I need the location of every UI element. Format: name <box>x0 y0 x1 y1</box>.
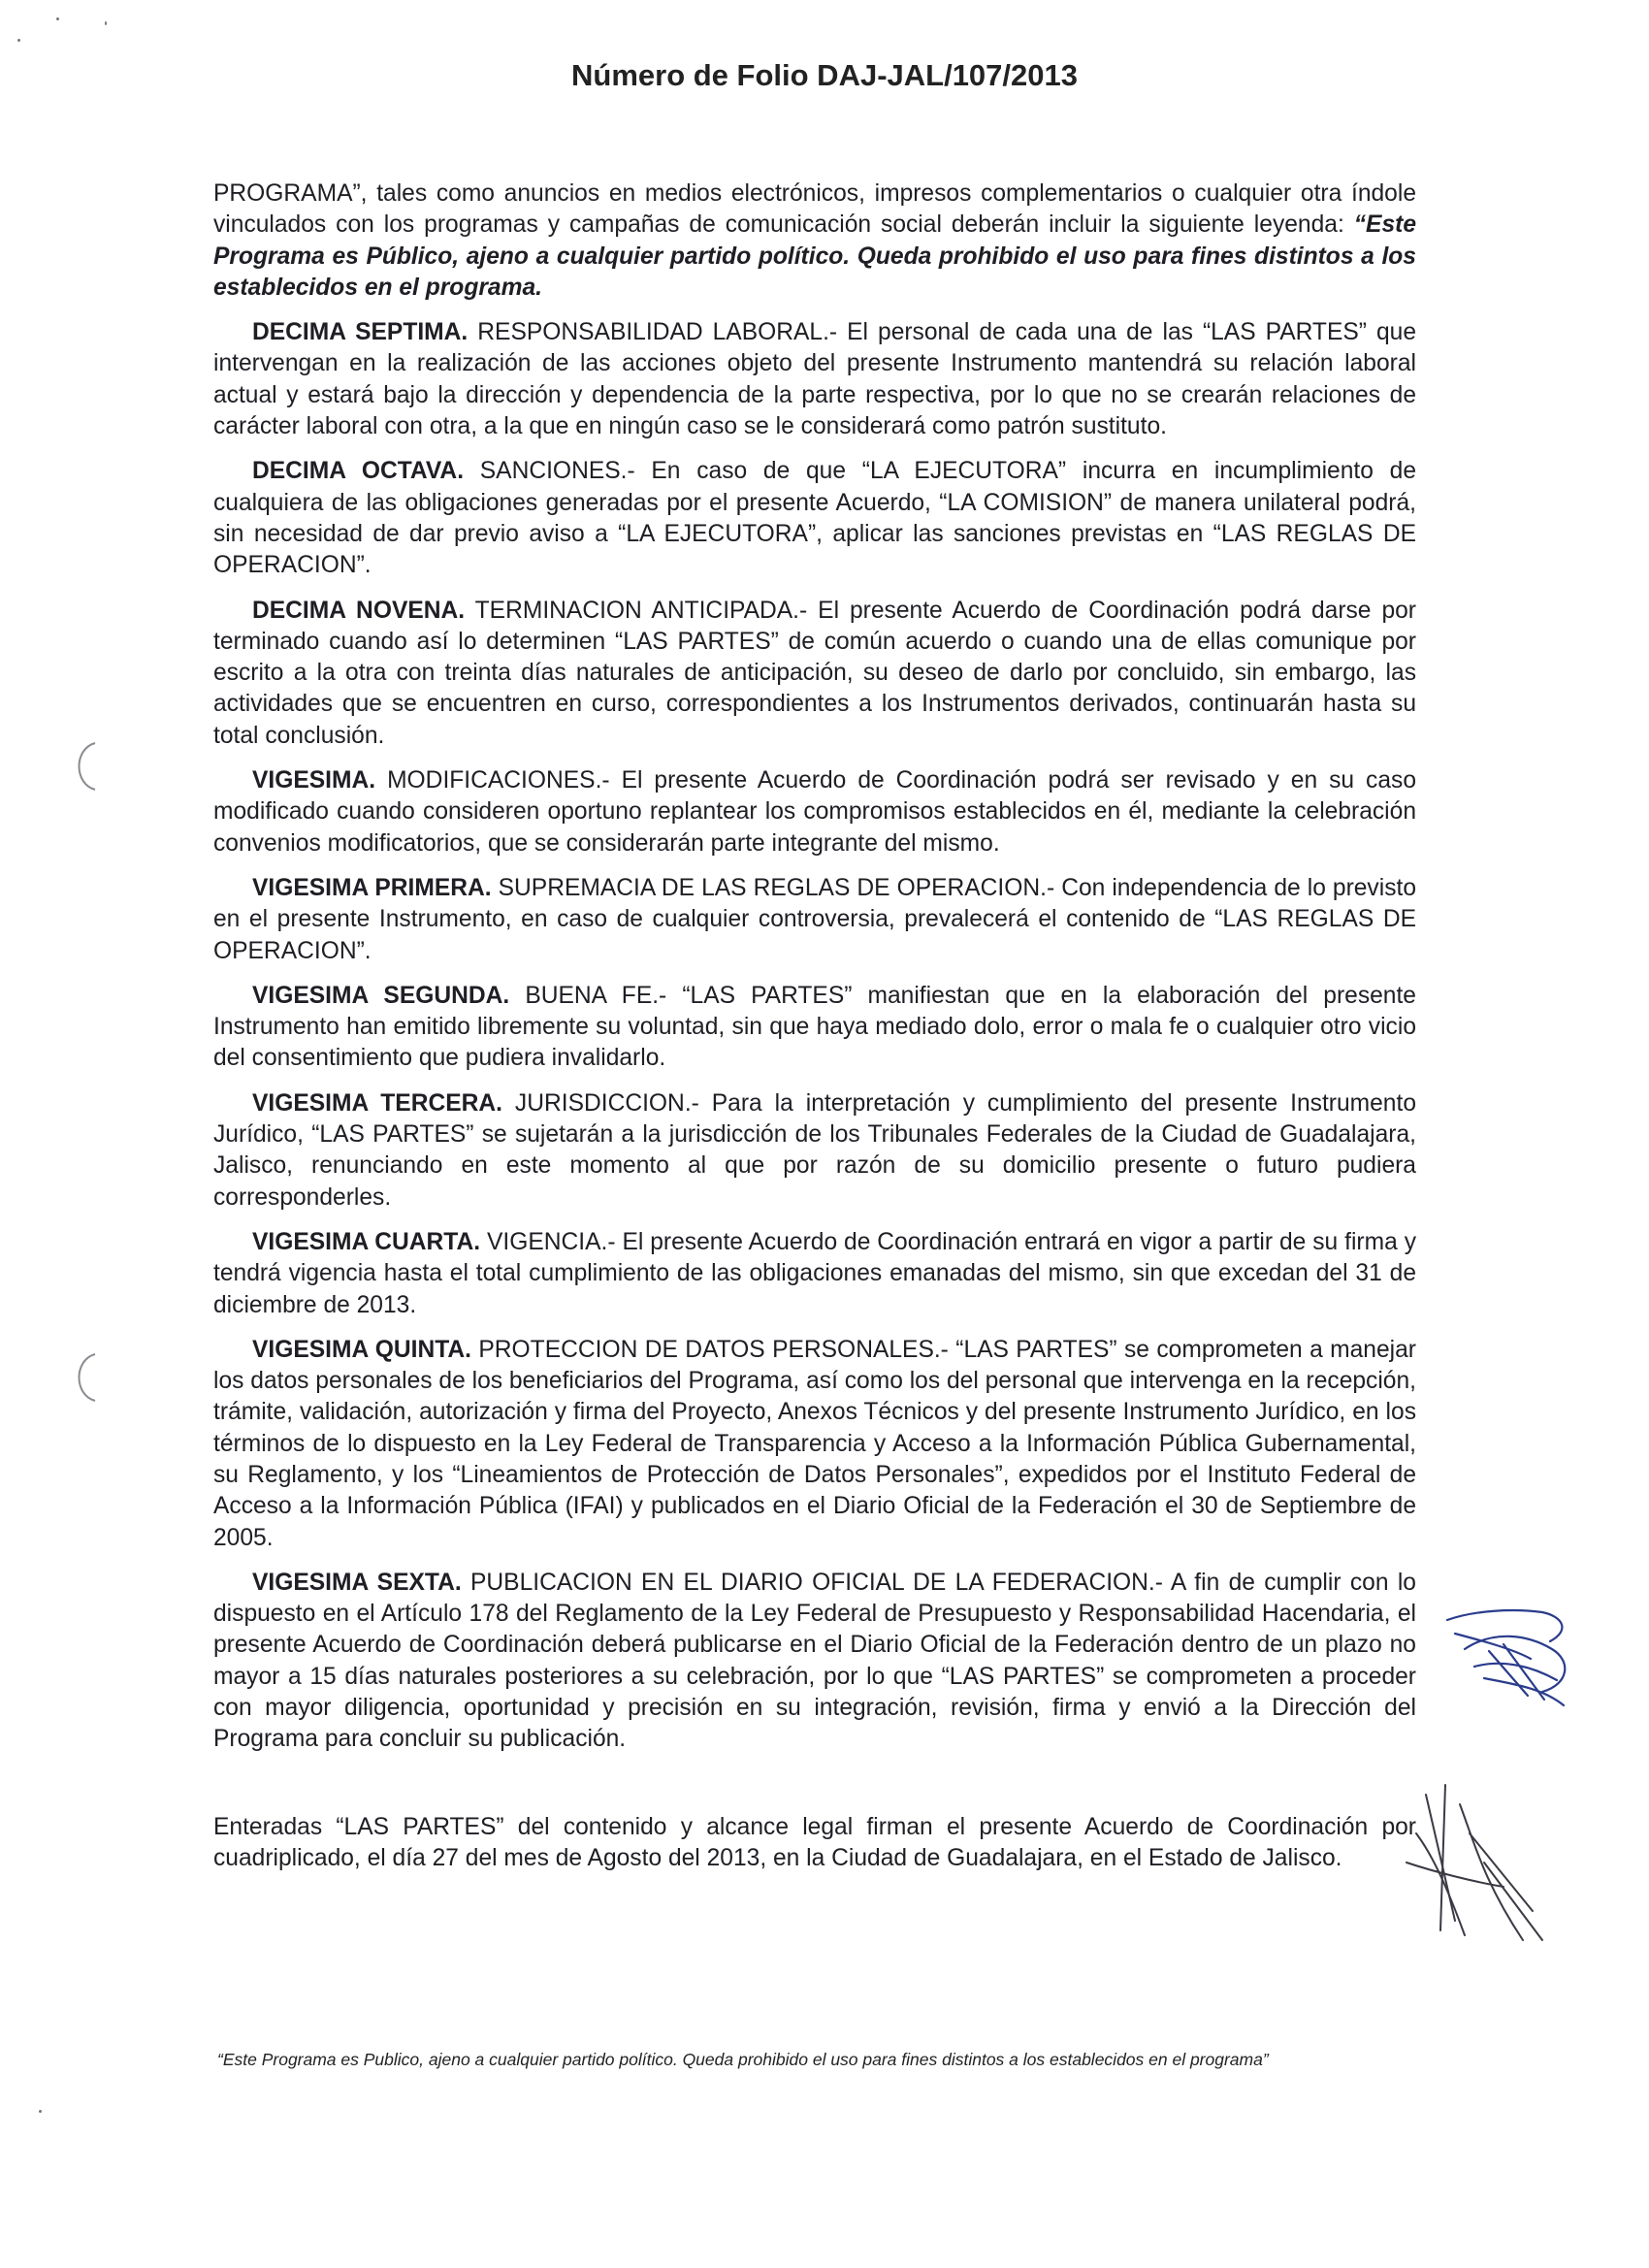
clause-text: El presente Acuerdo de Coordinación podrá ser revisado y en su caso modificado cuando consideren oportuno replantear los compromisos establecidos en él, mediante la celebración convenios modificatorios, que se considerarán parte integrante del mismo. <box>213 767 1416 857</box>
clause-heading: PROTECCION DE DATOS PERSONALES.- <box>471 1336 949 1363</box>
clause-number: VIGESIMA CUARTA. <box>252 1228 481 1255</box>
clause-number: DECIMA OCTAVA. <box>252 458 465 485</box>
scan-speck <box>39 2110 42 2113</box>
clause-19 <box>213 596 1416 752</box>
clause-text: En caso de que “LA EJECUTORA” incurra en incumplimiento de cualquiera de las obligaciones generadas por el presente Acuerdo, “LA COMISION” de manera unilateral podrá, sin necesidad de dar previo aviso a “LA EJECUTORA”, aplicar las sanciones previstas en “LAS REGLAS DE OPERACION”. <box>213 458 1416 579</box>
clause-25 <box>213 1335 1416 1554</box>
punch-hole-mark <box>56 737 105 795</box>
clause-number: VIGESIMA PRIMERA. <box>252 874 492 901</box>
clause-text: “LAS PARTES” manifiestan que en la elaboración del presente Instrumento han emitido libremente su voluntad, sin que haya mediado dolo, error o mala fe o cualquier otro vicio del consentimiento que pudiera invalidarlo. <box>213 982 1416 1072</box>
clause-20 <box>213 765 1416 859</box>
intro-text: PROGRAMA”, tales como anuncios en medios electrónicos, impresos complementarios o cualquier otra índole vinculados con los programas y campañas de comunicación social deberán incluir la siguiente leyenda: <box>213 180 1416 239</box>
clause-number: VIGESIMA TERCERA. <box>252 1089 502 1117</box>
clause-number: VIGESIMA SEGUNDA. <box>252 982 510 1009</box>
clause-26 <box>213 1568 1416 1756</box>
clause-text: “LAS PARTES” se comprometen a manejar los datos personales de los beneficiarios del Programa, así como los del personal que intervenga en la recepción, trámite, validación, autorización y firma del Proyecto, Anexos Técnicos y del presente Instrumento Jurídico, en los términos de lo dispuesto en la Ley Federal de Transparencia y Acceso a la Información Pública Gubernamental, su Reglamento, y los “Lineamientos de Protección de Datos Personales”, expedidos por el Instituto Federal de Acceso a la Información Pública (IFAI) y publicados en el Diario Oficial de la Federación el 30 de Septiembre de 2005. <box>213 1336 1416 1551</box>
clause-23 <box>213 1088 1416 1214</box>
document-body <box>213 178 1416 1888</box>
clause-heading: BUENA FE.- <box>509 982 667 1009</box>
clause-text: Para la interpretación y cumplimiento del presente Instrumento Jurídico, “LAS PARTES” se sujetarán a la jurisdicción de los Tribunales Federales de la Ciudad de Guadalajara, Jalisco, renunciando en este momento al que por razón de su domicilio presente o futuro pudiera corresponderles. <box>213 1089 1416 1211</box>
intro-legend: “Este Programa es Público, ajeno a cualquier partido político. Queda prohibido el uso para fines distintos a los establecidos en el programa. <box>213 211 1416 301</box>
signature-initials <box>1436 1591 1581 1727</box>
scan-speck <box>105 21 107 25</box>
clause-number: DECIMA NOVENA. <box>252 597 466 624</box>
footer-legend: “Este Programa es Publico, ajeno a cualquier partido político. Queda prohibido el uso para fines distintos a los establecidos en el programa” <box>217 2050 1269 2069</box>
clause-heading: SUPREMACIA DE LAS REGLAS DE OPERACION.- <box>491 874 1055 901</box>
clause-22 <box>213 981 1416 1075</box>
clause-17 <box>213 317 1416 442</box>
clause-heading: PUBLICACION EN EL DIARIO OFICIAL DE LA FEDERACION.- <box>461 1569 1163 1596</box>
page-title: Número de Folio DAJ-JAL/107/2013 <box>571 58 1078 92</box>
clause-heading: JURISDICCION.- <box>501 1089 699 1117</box>
clause-18 <box>213 456 1416 581</box>
signature-initials <box>1387 1775 1552 1950</box>
clause-text: El presente Acuerdo de Coordinación podrá darse por terminado cuando así lo determinen “LAS PARTES” de común acuerdo o cuando una de ellas comunique por escrito a la otra con treinta días naturales de anticipación, su deseo de darlo por concluido, sin embargo, las actividades que se encuentren en curso, correspondientes a los Instrumentos derivados, continuarán hasta su total conclusión. <box>213 597 1417 749</box>
clause-text: Con independencia de lo previsto en el presente Instrumento, en caso de cualquier controversia, prevalecerá el contenido de “LAS REGLAS DE OPERACION”. <box>213 874 1417 964</box>
clause-21 <box>213 873 1416 967</box>
clause-number: DECIMA SEPTIMA. <box>252 319 469 346</box>
clause-number: VIGESIMA. <box>252 767 376 794</box>
clause-heading: RESPONSABILIDAD LABORAL.- <box>468 319 838 346</box>
scan-speck <box>17 39 20 42</box>
intro-paragraph <box>213 178 1416 304</box>
clause-heading: VIGENCIA.- <box>480 1228 616 1255</box>
closing-paragraph: Enteradas “LAS PARTES” del contenido y alcance legal firman el presente Acuerdo de Coordinación por cuadriplicado, el día 27 del mes de Agosto del 2013, en la Ciudad de Guadalajara, en el Estado de Jalisco. <box>213 1813 1416 1871</box>
clause-number: VIGESIMA SEXTA. <box>252 1569 462 1596</box>
scan-speck <box>56 17 59 20</box>
clause-heading: MODIFICACIONES.- <box>375 767 610 794</box>
punch-hole-mark <box>56 1348 105 1407</box>
clause-text: El presente Acuerdo de Coordinación entrará en vigor a partir de su firma y tendrá vigencia hasta el total cumplimiento de las obligaciones emanadas del mismo, sin que excedan del 31 de diciembre de 2013. <box>213 1228 1416 1318</box>
clause-heading: SANCIONES.- <box>464 458 635 485</box>
clause-number: VIGESIMA QUINTA. <box>252 1336 471 1363</box>
clause-text: A fin de cumplir con lo dispuesto en el Artículo 178 del Reglamento de la Ley Federal de Presupuesto y Responsabilidad Hacendaria, el presente Acuerdo de Coordinación deberá publicarse en el Diario Oficial de la Federación dentro de un plazo no mayor a 15 días naturales posteriores a su celebración, por lo que “LAS PARTES” se comprometen a proceder con mayor diligencia, oportunidad y precisión en su integración, revisión, firma y envió a la Dirección del Programa para concluir su publicación. <box>213 1569 1416 1753</box>
clause-24 <box>213 1227 1416 1321</box>
clause-heading: TERMINACION ANTICIPADA.- <box>465 597 808 624</box>
clause-text: El personal de cada una de las “LAS PARTES” que intervengan en la realización de las acciones objeto del presente Instrumento mantendrá su relación laboral actual y estará bajo la dirección y dependencia de la parte respectiva, por lo que no se crearán relaciones de carácter laboral con otra, a la que en ningún caso se le considerará como patrón sustituto. <box>213 319 1416 440</box>
